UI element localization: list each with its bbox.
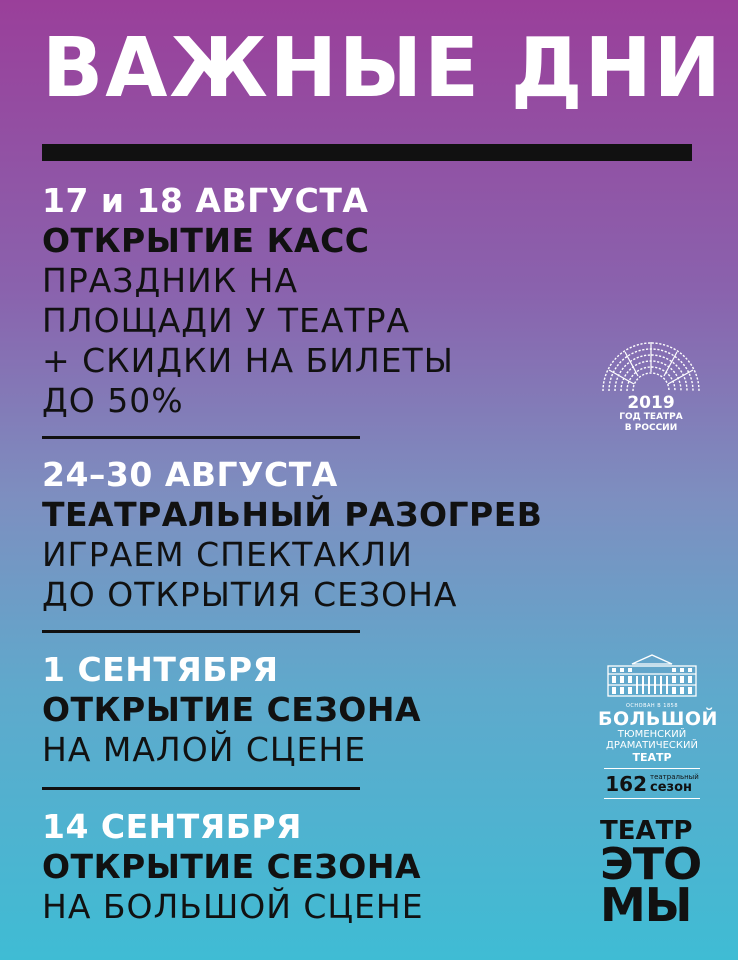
event-date: 17 и 18 АВГУСТА <box>42 181 369 220</box>
event-description-line: + СКИДКИ НА БИЛЕТЫ <box>42 341 454 380</box>
event-headline: ОТКРЫТИЕ СЕЗОНА <box>42 690 421 729</box>
event-description-line: НА МАЛОЙ СЦЕНЕ <box>42 730 367 769</box>
event-description-line: ПРАЗДНИК НА <box>42 261 299 300</box>
event-2 <box>42 455 542 615</box>
slogan-line: ЭТО <box>600 838 702 890</box>
season-badge <box>598 773 706 794</box>
founded-label: ОСНОВАН В 1858 <box>625 703 679 709</box>
slogan-line: ТЕАТР <box>600 816 693 846</box>
title-underline <box>42 144 692 161</box>
event-headline: ТЕАТРАЛЬНЫЙ РАЗОГРЕВ <box>42 495 543 534</box>
event-1 <box>42 181 454 421</box>
logo-divider <box>604 768 700 769</box>
season-small-label: театральный <box>650 773 699 781</box>
page-title: ВАЖНЫЕ ДНИ <box>42 21 723 116</box>
event-divider <box>42 787 360 790</box>
amphitheatre-icon <box>599 336 703 392</box>
theatre-name: БОЛЬШОЙ <box>598 708 718 730</box>
theatre-subtitle: ТЕАТР <box>632 751 672 764</box>
year-of-theatre-logo <box>597 336 705 434</box>
event-date: 24–30 АВГУСТА <box>42 455 338 494</box>
event-description-line: ИГРАЕМ СПЕКТАКЛИ <box>42 535 413 574</box>
theatre-subtitle: ДРАМАТИЧЕСКИЙ <box>606 740 698 751</box>
logo-divider <box>604 798 700 799</box>
event-description-line: ПЛОЩАДИ У ТЕАТРА <box>42 301 411 340</box>
slogan-line: МЫ <box>600 878 692 932</box>
year-logo-line: ГОД ТЕАТРА <box>619 412 683 422</box>
season-word: сезон <box>650 780 692 795</box>
event-4 <box>42 807 424 927</box>
season-number: 162 <box>605 771 647 796</box>
event-3 <box>42 650 421 770</box>
event-date: 1 СЕНТЯБРЯ <box>42 650 279 689</box>
event-description-line: НА БОЛЬШОЙ СЦЕНЕ <box>42 887 424 926</box>
event-headline: ОТКРЫТИЕ СЕЗОНА <box>42 847 421 886</box>
year-label: 2019 <box>627 393 675 413</box>
year-logo-line: В РОССИИ <box>624 423 678 433</box>
theatre-subtitle: ТЮМЕНСКИЙ <box>617 729 687 740</box>
event-divider <box>42 630 360 633</box>
event-date: 14 СЕНТЯБРЯ <box>42 807 302 846</box>
event-headline: ОТКРЫТИЕ КАСС <box>42 221 370 260</box>
event-description-line: ДО 50% <box>42 381 184 420</box>
theatre-logo <box>598 652 718 803</box>
theatre-building-icon <box>602 652 702 698</box>
event-divider <box>42 436 360 439</box>
event-description-line: ДО ОТКРЫТИЯ СЕЗОНА <box>42 575 458 614</box>
slogan <box>600 816 702 932</box>
